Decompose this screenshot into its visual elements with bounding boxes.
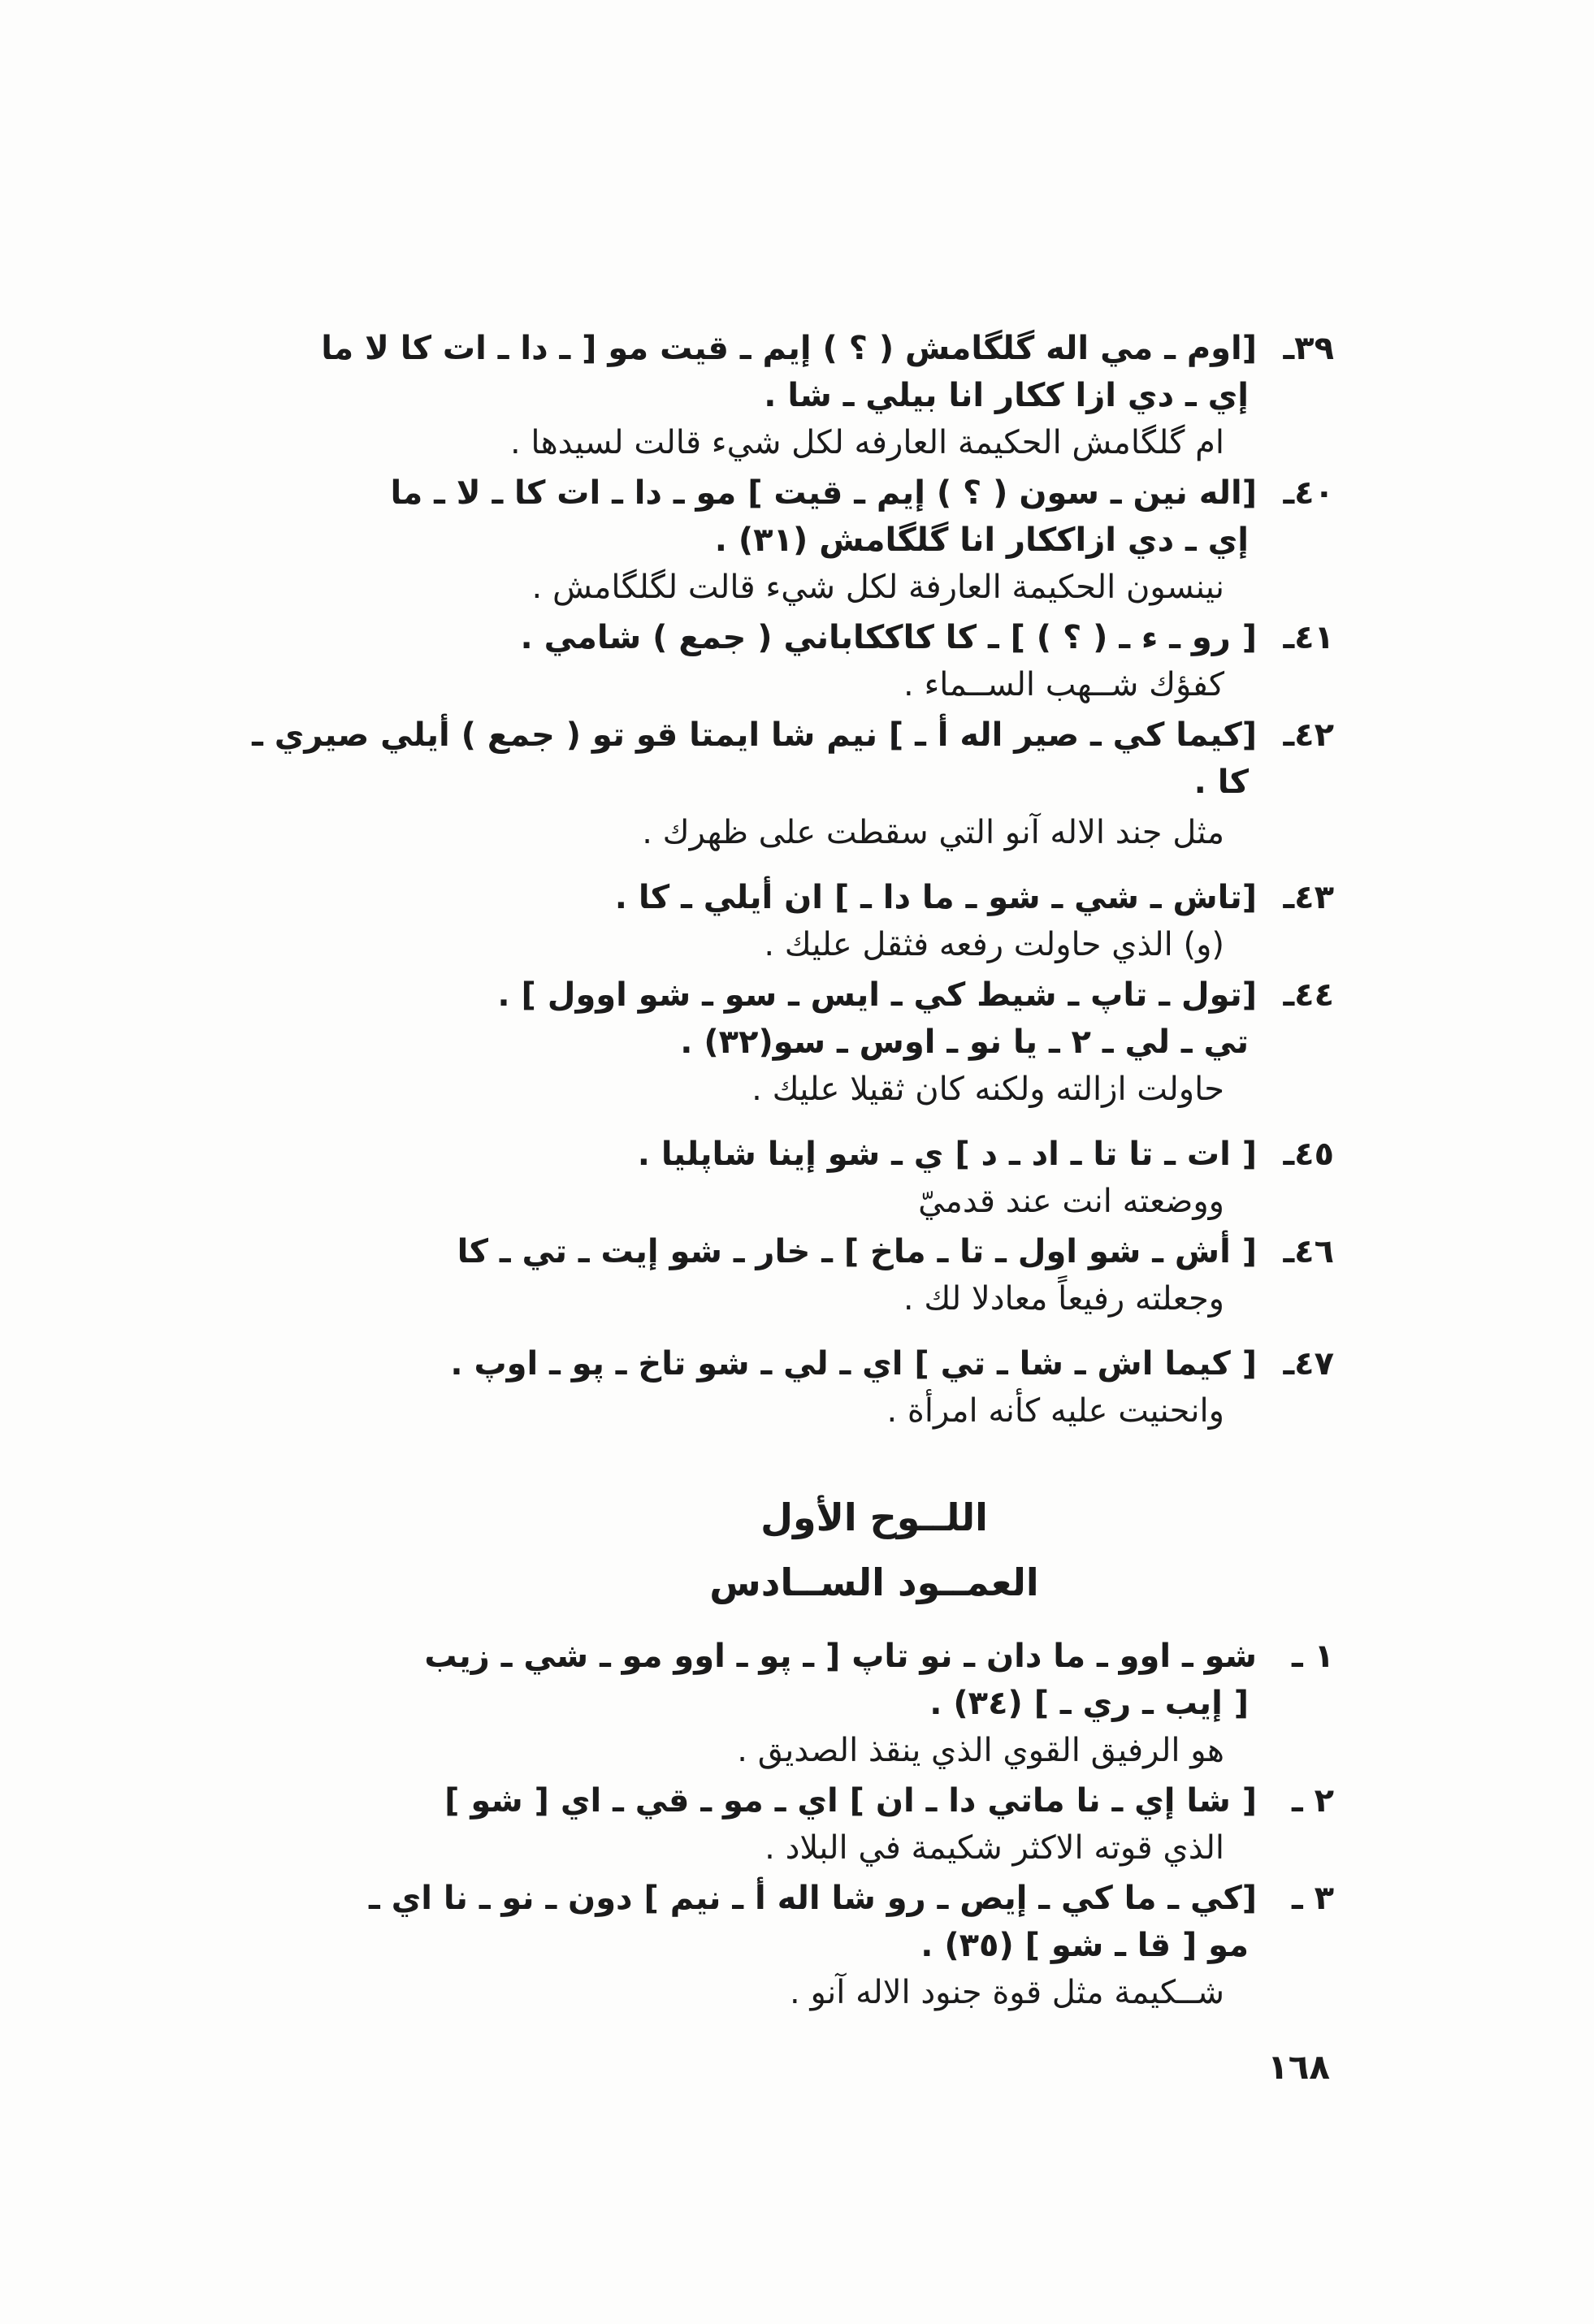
entry-number: ١ ـ [1291, 1638, 1334, 1675]
transliteration-line: [ أش ـ شو اول ـ تا ـ ماخ ] ـ خار ـ شو إيت ـ تي ـ كا [457, 1233, 1257, 1270]
column6-entry-1 [268, 1633, 1334, 1774]
transliteration-line: [ شا إي ـ نا ماتي دا ـ ان ] اي ـ مو ـ قي ـ اي [ شو ] [444, 1782, 1257, 1820]
transliteration-line: [تول ـ تاپ ـ شيط كي ـ ايس ـ سو ـ شو اوول ] . [497, 976, 1257, 1014]
transliteration-line: كا . [1193, 764, 1249, 801]
entry-39 [268, 325, 1334, 466]
translation-line: نينسون الحكيمة العارفة لكل شيء قالت لگلگامش . [531, 569, 1224, 606]
entry-number: ٤٧ـ [1283, 1345, 1334, 1383]
transliteration-line: إي ـ دي ازاككار انا گلگامش (٣١) . [714, 521, 1249, 559]
entry-41 [268, 614, 1334, 708]
entry-40 [268, 470, 1334, 611]
entry-number: ٤٣ـ [1283, 879, 1334, 916]
entry-number: ٢ ـ [1291, 1782, 1334, 1820]
entry-number: ٣ ـ [1291, 1880, 1334, 1917]
transliteration-line: شو ـ اوو ـ ما دان ـ نو تاپ [ ـ پو ـ اوو مو ـ شي ـ زيب [424, 1638, 1257, 1675]
entry-number: ٤٤ـ [1283, 976, 1334, 1014]
entry-number: ٤٥ـ [1283, 1136, 1334, 1173]
entry-44 [268, 972, 1334, 1113]
text-block [252, 325, 1334, 2016]
translation-line: شــكيمة مثل قوة جنود الاله آنو . [790, 1974, 1224, 2011]
transliteration-line: [اوم ـ مي اله گلگامش ( ؟ ) إيم ـ قيت مو [ ـ دا ـ ات كا لا ما [321, 330, 1257, 367]
translation-line: الذي قوته الاكثر شكيمة في البلاد . [765, 1829, 1224, 1867]
transliteration-line: مو [ قا ـ شو ] (٣٥) . [920, 1927, 1249, 1964]
translation-line: (و) الذي حاولت رفعه فثقل عليك . [764, 926, 1224, 963]
column6-entry-3 [268, 1875, 1334, 2016]
transliteration-line: إي ـ دي ازا ككار انا بيلي ـ شا . [764, 377, 1249, 414]
entry-46 [268, 1228, 1334, 1322]
entry-number: ٣٩ـ [1283, 330, 1334, 367]
transliteration-line: [كي ـ ما كي ـ إيص ـ رو شا اله أ ـ نيم ] دون ـ نو ـ نا اي ـ [368, 1880, 1257, 1917]
entry-43 [268, 874, 1334, 968]
translation-line: مثل جند الاله آنو التي سقطت على ظهرك . [642, 814, 1224, 851]
transliteration-line: [ رو ـ ء ـ ( ؟ ) ] ـ كا كاككاباني ( جمع ) شامي . [520, 619, 1257, 656]
entry-42 [252, 712, 1334, 856]
transliteration-line: [ إيب ـ ري ـ ] (٣٤) . [929, 1685, 1249, 1722]
translation-line: وانحنيت عليه كأنه امرأة . [886, 1392, 1224, 1430]
entry-number: ٤٠ـ [1283, 474, 1334, 512]
transliteration-line: [تاش ـ شي ـ شو ـ ما دا ـ ] ان أيلي ـ كا . [614, 879, 1257, 916]
translation-line: ام گلگامش الحكيمة العارفه لكل شيء قالت لسيدها . [509, 424, 1224, 461]
tablet-heading: اللــوح الأول [760, 1495, 988, 1539]
transliteration-line: [اله نين ـ سون ( ؟ ) إيم ـ قيت ] مو ـ دا ـ ات كا ـ لا ـ ما [390, 474, 1257, 512]
transliteration-line: تي ـ لي ـ ٢ ـ يا نو ـ اوس ـ سو(٣٢) . [680, 1024, 1249, 1061]
entry-45 [268, 1131, 1334, 1225]
translation-line: هو الرفيق القوي الذي ينقذ الصديق . [737, 1732, 1224, 1769]
entry-number: ٤١ـ [1283, 619, 1334, 656]
translation-line: وجعلته رفيعاً معادلا لك . [903, 1280, 1224, 1318]
column6-entry-2 [268, 1777, 1334, 1872]
column-heading: العمــود الســادس [709, 1560, 1039, 1604]
entry-number: ٤٦ـ [1283, 1233, 1334, 1270]
translation-line: ووضعته انت عند قدميّ [918, 1183, 1224, 1220]
page-number: ١٦٨ [1267, 2047, 1330, 2087]
translation-line: كفؤك شــهب الســماء . [903, 666, 1224, 703]
entry-number: ٤٢ـ [1283, 716, 1334, 754]
transliteration-line: [ كيما اش ـ شا ـ تي ] اي ـ لي ـ شو تاخ ـ پو ـ اوپ . [450, 1345, 1257, 1383]
entry-47 [268, 1340, 1334, 1435]
transliteration-line: [كيما كي ـ صير اله أ ـ ] نيم شا ايمتا قو تو ( جمع ) أيلي صيري ـ [252, 716, 1257, 754]
transliteration-line: [ ات ـ تا تا ـ اد ـ د ] ي ـ شو إينا شاپليا . [637, 1136, 1257, 1173]
translation-line: حاولت ازالته ولكنه كان ثقيلا عليك . [752, 1071, 1224, 1108]
